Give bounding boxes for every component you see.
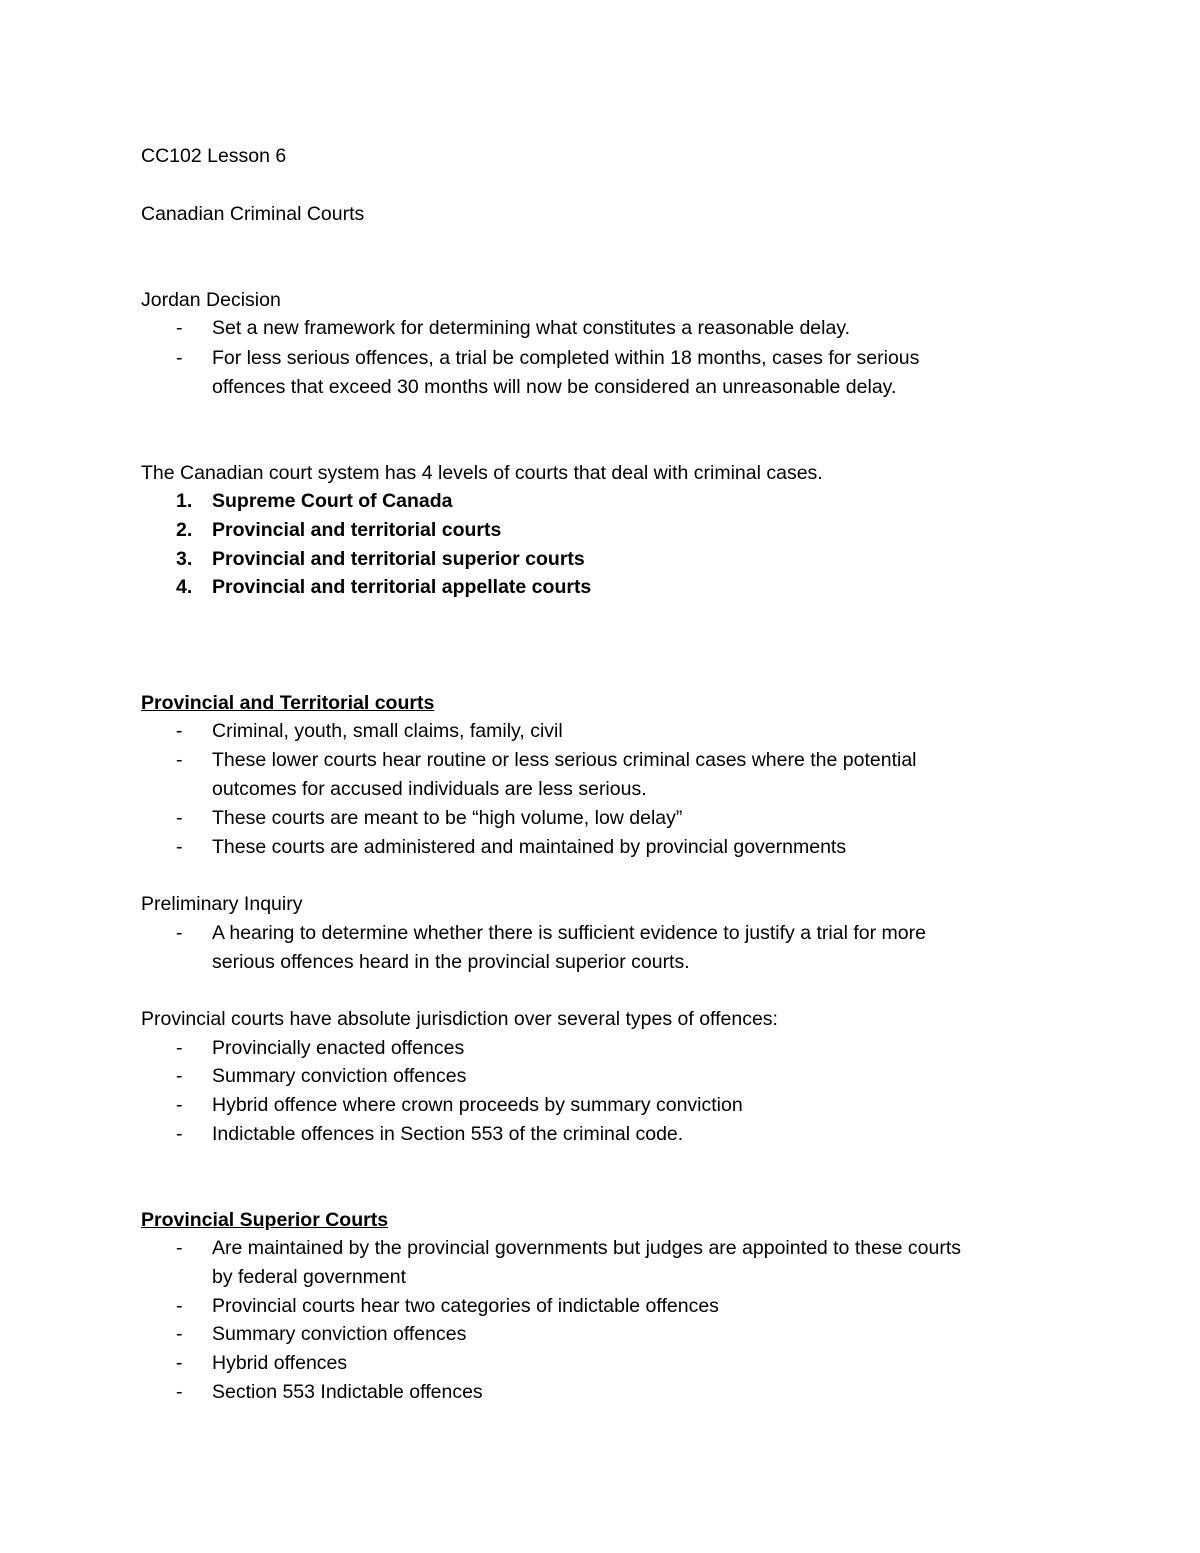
court-level-item: Supreme Court of Canada: [212, 490, 453, 512]
territorial-heading: Provincial and Territorial courts: [141, 692, 435, 714]
bullet-dash: -: [176, 1352, 183, 1374]
bullet-dash: -: [176, 1094, 183, 1116]
levels-intro: The Canadian court system has 4 levels of courts that deal with criminal cases.: [141, 462, 823, 484]
list-item: Section 553 Indictable offences: [212, 1381, 483, 1403]
court-level-item: Provincial and territorial courts: [212, 519, 502, 541]
jordan-heading: Jordan Decision: [141, 289, 281, 311]
list-item: Provincially enacted offences: [212, 1037, 465, 1059]
list-number: 4.: [176, 576, 193, 598]
bullet-dash: -: [176, 1237, 183, 1259]
bullet-dash: -: [176, 1381, 183, 1403]
court-level-item: Provincial and territorial appellate courts: [212, 576, 592, 598]
bullet-dash: -: [176, 1037, 183, 1059]
bullet-dash: -: [176, 347, 183, 369]
list-number: 1.: [176, 490, 193, 512]
list-item: Set a new framework for determining what constitutes a reasonable delay.: [212, 317, 851, 339]
bullet-dash: -: [176, 807, 183, 829]
bullet-dash: -: [176, 836, 183, 858]
bullet-dash: -: [176, 317, 183, 339]
bullet-dash: -: [176, 1123, 183, 1145]
inquiry-heading: Preliminary Inquiry: [141, 893, 303, 915]
bullet-dash: -: [176, 749, 183, 771]
list-item: Indictable offences in Section 553 of the criminal code.: [212, 1123, 684, 1145]
bullet-dash: -: [176, 1323, 183, 1345]
list-item: Summary conviction offences: [212, 1065, 467, 1087]
bullet-dash: -: [176, 1295, 183, 1317]
list-item: These lower courts hear routine or less serious criminal cases where the potential: [212, 749, 917, 771]
course-title: CC102 Lesson 6: [141, 145, 287, 167]
list-item-continuation: serious offences heard in the provincial superior courts.: [212, 951, 690, 973]
court-level-item: Provincial and territorial superior courts: [212, 548, 585, 570]
list-item: A hearing to determine whether there is sufficient evidence to justify a trial for more: [212, 922, 926, 944]
list-item-continuation: by federal government: [212, 1266, 407, 1288]
list-item: Hybrid offences: [212, 1352, 348, 1374]
list-item: These courts are administered and maintained by provincial governments: [212, 836, 847, 858]
list-number: 3.: [176, 548, 193, 570]
bullet-dash: -: [176, 1065, 183, 1087]
bullet-dash: -: [176, 922, 183, 944]
list-item: Provincial courts hear two categories of indictable offences: [212, 1295, 719, 1317]
bullet-dash: -: [176, 720, 183, 742]
jurisdiction-intro: Provincial courts have absolute jurisdiction over several types of offences:: [141, 1008, 778, 1030]
list-item: Are maintained by the provincial governments but judges are appointed to these courts: [212, 1237, 962, 1259]
list-item: These courts are meant to be “high volume, low delay”: [212, 807, 683, 829]
superior-heading: Provincial Superior Courts: [141, 1209, 389, 1231]
list-item-continuation: offences that exceed 30 months will now be considered an unreasonable delay.: [212, 376, 897, 398]
list-item: Hybrid offence where crown proceeds by summary conviction: [212, 1094, 743, 1116]
document-subtitle: Canadian Criminal Courts: [141, 203, 365, 225]
list-item-continuation: outcomes for accused individuals are less serious.: [212, 778, 647, 800]
list-item: Summary conviction offences: [212, 1323, 467, 1345]
list-item: For less serious offences, a trial be completed within 18 months, cases for serious: [212, 347, 920, 369]
list-item: Criminal, youth, small claims, family, civil: [212, 720, 563, 742]
list-number: 2.: [176, 519, 193, 541]
